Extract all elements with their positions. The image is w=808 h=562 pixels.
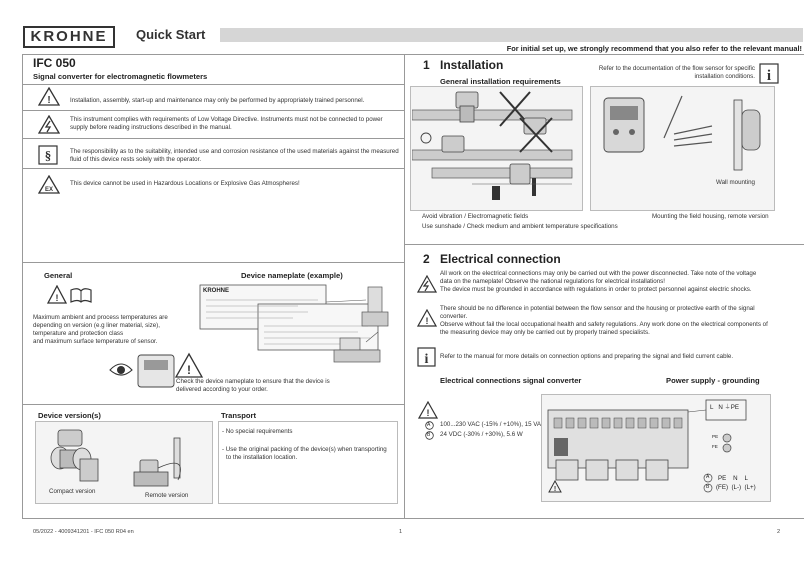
rule (22, 168, 404, 169)
rule (22, 404, 404, 405)
electrical-para3: Refer to the manual for more details on connection options and preparing the signal and field current cable. (440, 353, 734, 360)
svg-text:!: ! (55, 293, 59, 303)
transport-heading: Transport (221, 411, 257, 420)
wall-mounting-label: Wall mounting (716, 179, 755, 186)
header-bar (220, 28, 803, 42)
rule (22, 138, 404, 139)
terminal-legend-a: PE N L (718, 475, 748, 482)
notice-responsibility: The responsibility as to the suitability, intended use and corrosion resistance of the used materials against the measured fluid of this device rests solely with the operator. (70, 148, 399, 163)
installation-refer (585, 65, 755, 81)
model-name: IFC 050 (33, 56, 76, 70)
para-line: Observe without fail the local occupational health and safety regulations. Any work done on the electrical components of (440, 321, 768, 328)
left-border (22, 54, 23, 518)
svg-text:§: § (44, 148, 52, 163)
rule (22, 84, 404, 85)
transport-line: - Use the original packing of the device(s) when transporting (222, 446, 387, 453)
nameplate-brand: KROHNE (203, 288, 230, 294)
rule (22, 110, 404, 111)
warning-icon (38, 87, 60, 106)
electrical-connections-heading: Electrical connections signal converter (440, 376, 582, 385)
legal-paragraph-icon (38, 145, 58, 165)
electric-hazard-icon (417, 275, 437, 293)
center-divider (404, 54, 405, 518)
electrical-para2 (440, 305, 802, 337)
recommendation-note: For initial set up, we strongly recommend that you also refer to the relevant manual! (506, 44, 802, 53)
nameplate-heading: Device nameplate (example) (241, 271, 343, 280)
supply-a-text: 100...230 VAC (-15% / +10%), 15 VA (440, 421, 542, 428)
warning-icon (548, 480, 562, 493)
supply-b-text: 24 VDC (-30% / +30%), 5.6 W (440, 431, 523, 438)
ex-hazard-icon (38, 175, 60, 194)
electrical-title: Electrical connection (440, 252, 561, 266)
svg-text:!: ! (187, 363, 191, 377)
pe-label: PE (712, 434, 719, 439)
warning-manual-icon (47, 285, 92, 304)
rule (22, 262, 404, 263)
check-line: Check the device nameplate to ensure that the device is (176, 378, 330, 385)
krohne-logo: KROHNE (23, 26, 115, 48)
check-line: delivered according to your order. (176, 386, 268, 393)
top-rule (22, 54, 804, 55)
page-number-1: 1 (399, 529, 403, 535)
para-line: There should be no difference in potential between the flow sensor and the housing or protective earth of the signal (440, 305, 755, 312)
warning-icon (417, 309, 437, 327)
info-icon (759, 63, 779, 84)
svg-text:EX: EX (44, 187, 54, 193)
general-line: Maximum ambient and process temperatures are (33, 314, 168, 321)
electrical-para1 (440, 270, 802, 294)
wall-mounting-illustration (594, 90, 774, 180)
notice-hazardous: This device cannot be used in Hazardous Locations or Explosive Gas Atmospheres! (70, 180, 300, 187)
general-line: temperature and protection class (33, 330, 124, 337)
para-line: data on the nameplate! Observe the national regulations for electrical installations! (440, 278, 665, 285)
transport-line: to the installation location. (226, 454, 298, 461)
refer-line: installation conditions. (694, 73, 755, 80)
installation-caption-remote: Mounting the field housing, remote version (652, 213, 769, 220)
compact-version-label: Compact version (49, 488, 96, 495)
refer-line: Refer to the documentation of the flow sensor for specific (598, 65, 755, 72)
svg-text:i: i (424, 352, 429, 367)
svg-text:!: ! (426, 408, 430, 418)
general-line: depending on version (e.g liner material, size), (33, 322, 160, 329)
general-text (33, 314, 213, 346)
fe-label: FE (712, 444, 718, 449)
installation-title: Installation (440, 58, 504, 72)
para-line: converter. (440, 313, 468, 320)
footer-doc-code: 05/2022 - 4009341201 - IFC 050 R04 en (33, 529, 134, 535)
installation-requirements-illustration (412, 88, 582, 210)
svg-text:i: i (766, 68, 772, 84)
svg-text:!: ! (553, 486, 557, 493)
notice-personnel: Installation, assembly, start-up and maintenance may only be performed by appropriately trained personnel. (70, 97, 365, 104)
installation-caption-vibration: Avoid vibration / Electromagnetic fields (422, 213, 529, 220)
transport-line: - No special requirements (222, 428, 293, 435)
section-number-electrical: 2 (423, 252, 430, 266)
svg-text:!: ! (47, 95, 51, 106)
model-subtitle: Signal converter for electromagnetic flowmeters (33, 72, 208, 81)
page-number-2: 2 (777, 529, 781, 535)
installation-caption-sunshade: Use sunshade / Check medium and ambient temperature specifications (422, 223, 618, 230)
page-title: Quick Start (136, 27, 206, 42)
supply-a-letter: A (427, 422, 431, 428)
installation-subtitle: General installation requirements (440, 77, 561, 86)
notice-low-voltage: This instrument complies with requirements of Low Voltage Directive. Instruments must not be connected to power supply before reading instructions described in the manual. (70, 116, 383, 131)
warning-icon (418, 401, 438, 419)
svg-text:!: ! (425, 316, 429, 326)
versions-heading: Device version(s) (38, 411, 101, 420)
bottom-rule (22, 518, 804, 519)
terminal-legend-b: (FE) (L-) (L+) (716, 484, 756, 491)
rule (405, 244, 804, 245)
info-icon (417, 347, 436, 367)
electric-hazard-icon (38, 115, 60, 134)
general-line: and maximum surface temperature of sensor. (33, 338, 158, 345)
nameplate-check (176, 378, 396, 394)
terminal-b-letter: B (706, 484, 710, 490)
remote-version-label: Remote version (145, 492, 189, 499)
nameplate-illustration (198, 282, 403, 374)
supply-b-letter: B (427, 432, 431, 438)
terminal-a-letter: A (706, 474, 710, 480)
general-heading: General (44, 271, 73, 280)
para-line: The device must be grounded in accordance with regulations in order to protect personnel against electric shocks. (440, 286, 752, 293)
para-line: All work on the electrical connections may only be carried out with the power disconnected. Take note of the voltage (440, 270, 757, 277)
power-supply-heading: Power supply - grounding (666, 376, 760, 385)
section-number-installation: 1 (423, 58, 430, 72)
terminal-labels: L N ⏚PE (710, 404, 739, 411)
para-line: the measuring device may only be carried out by properly trained specialists. (440, 329, 650, 336)
